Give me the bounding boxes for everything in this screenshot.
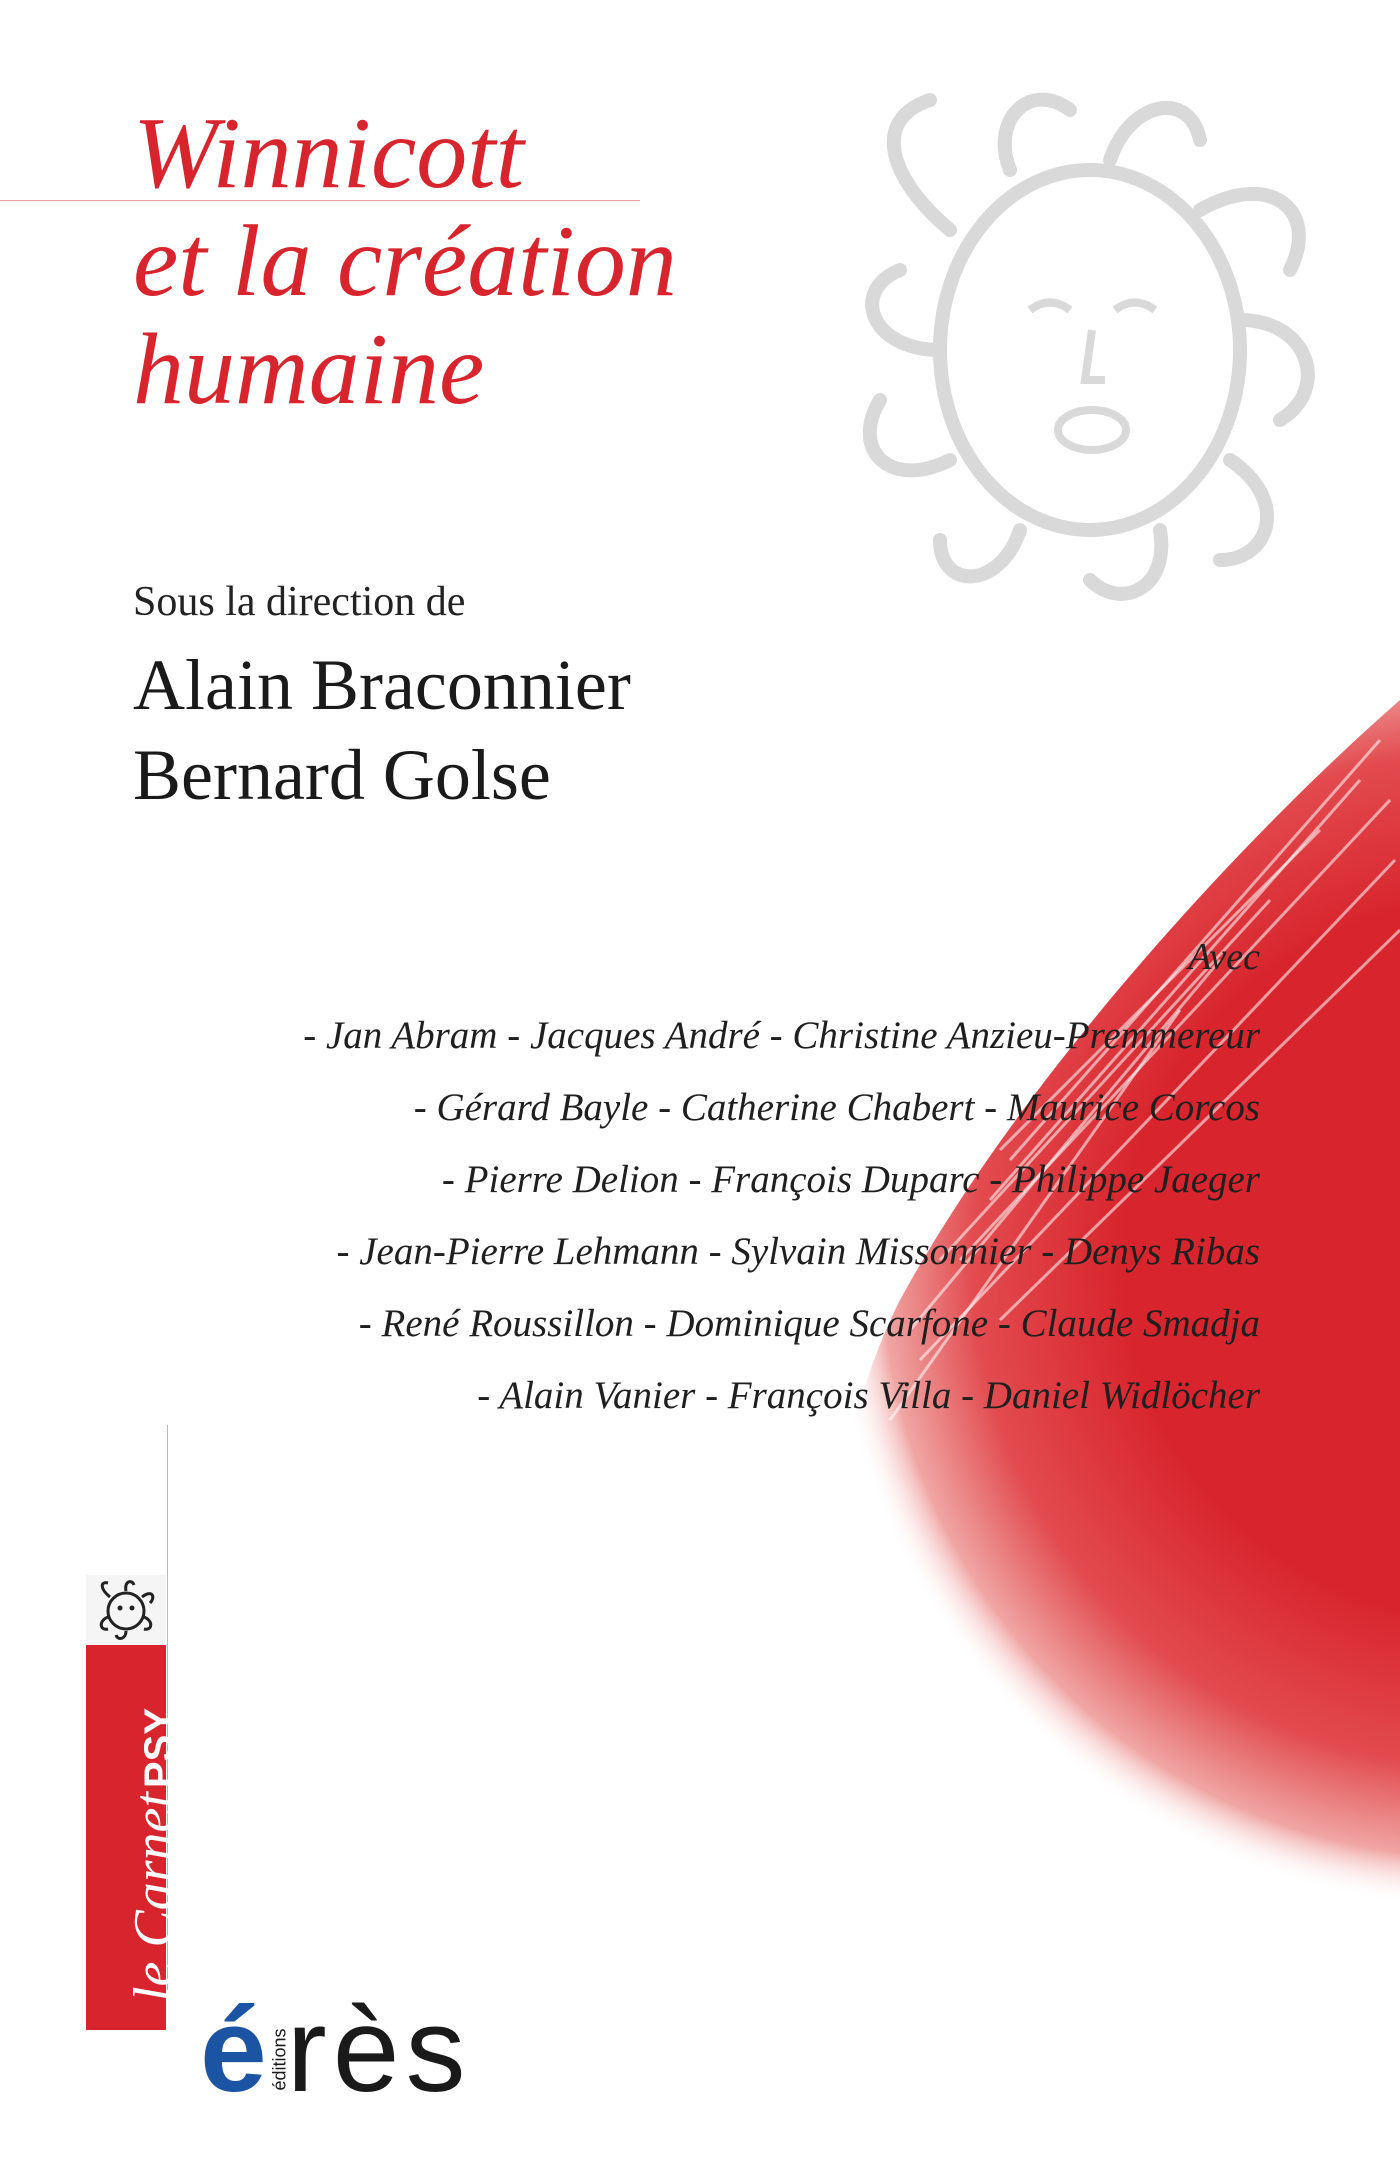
book-title: [133, 97, 677, 426]
editor-name: Alain Braconnier: [133, 645, 631, 725]
publisher-editions-label: éditions: [269, 2028, 290, 2091]
publisher-logo: [200, 1983, 472, 2117]
collection-band: [86, 1645, 185, 2030]
contributors-line: - Gérard Bayle - Catherine Chabert - Maurice Corcos: [413, 1086, 1260, 1129]
publisher-name-rest: rès: [286, 1983, 472, 2117]
direction-label: Sous la direction de: [133, 579, 466, 625]
medusa-watermark-icon: [830, 60, 1350, 620]
contributors-list: [303, 1000, 1260, 1432]
publisher-first-letter: é: [200, 1983, 273, 2117]
contributors-line: - Jean-Pierre Lehmann - Sylvain Missonnier - Denys Ribas: [336, 1230, 1260, 1273]
contributors-line: - Jan Abram - Jacques André - Christine Anzieu-Premmereur: [303, 1014, 1260, 1057]
title-line-3: humaine: [133, 313, 485, 426]
title-line-1: Winnicott: [133, 97, 524, 210]
contributors-line: - Pierre Delion - François Duparc - Philippe Jaeger: [441, 1158, 1260, 1201]
contributors-line: - Alain Vanier - François Villa - Daniel Widlöcher: [477, 1374, 1260, 1417]
collection-name: [123, 1707, 187, 2002]
medusa-head-icon: [86, 1575, 166, 1645]
collection-word-psy: PSY: [137, 1707, 181, 1789]
editor-name: Bernard Golse: [133, 735, 551, 815]
collection-word: le Carnet: [123, 1792, 185, 2002]
collection-logo: [86, 1575, 166, 1645]
title-line-2: et la création: [133, 205, 677, 318]
contributors-line: - René Roussillon - Dominique Scarfone - Claude Smadja: [358, 1302, 1260, 1345]
collection-mark: [86, 1575, 185, 2030]
editors: [133, 640, 631, 820]
avec-label: Avec: [1188, 936, 1260, 978]
